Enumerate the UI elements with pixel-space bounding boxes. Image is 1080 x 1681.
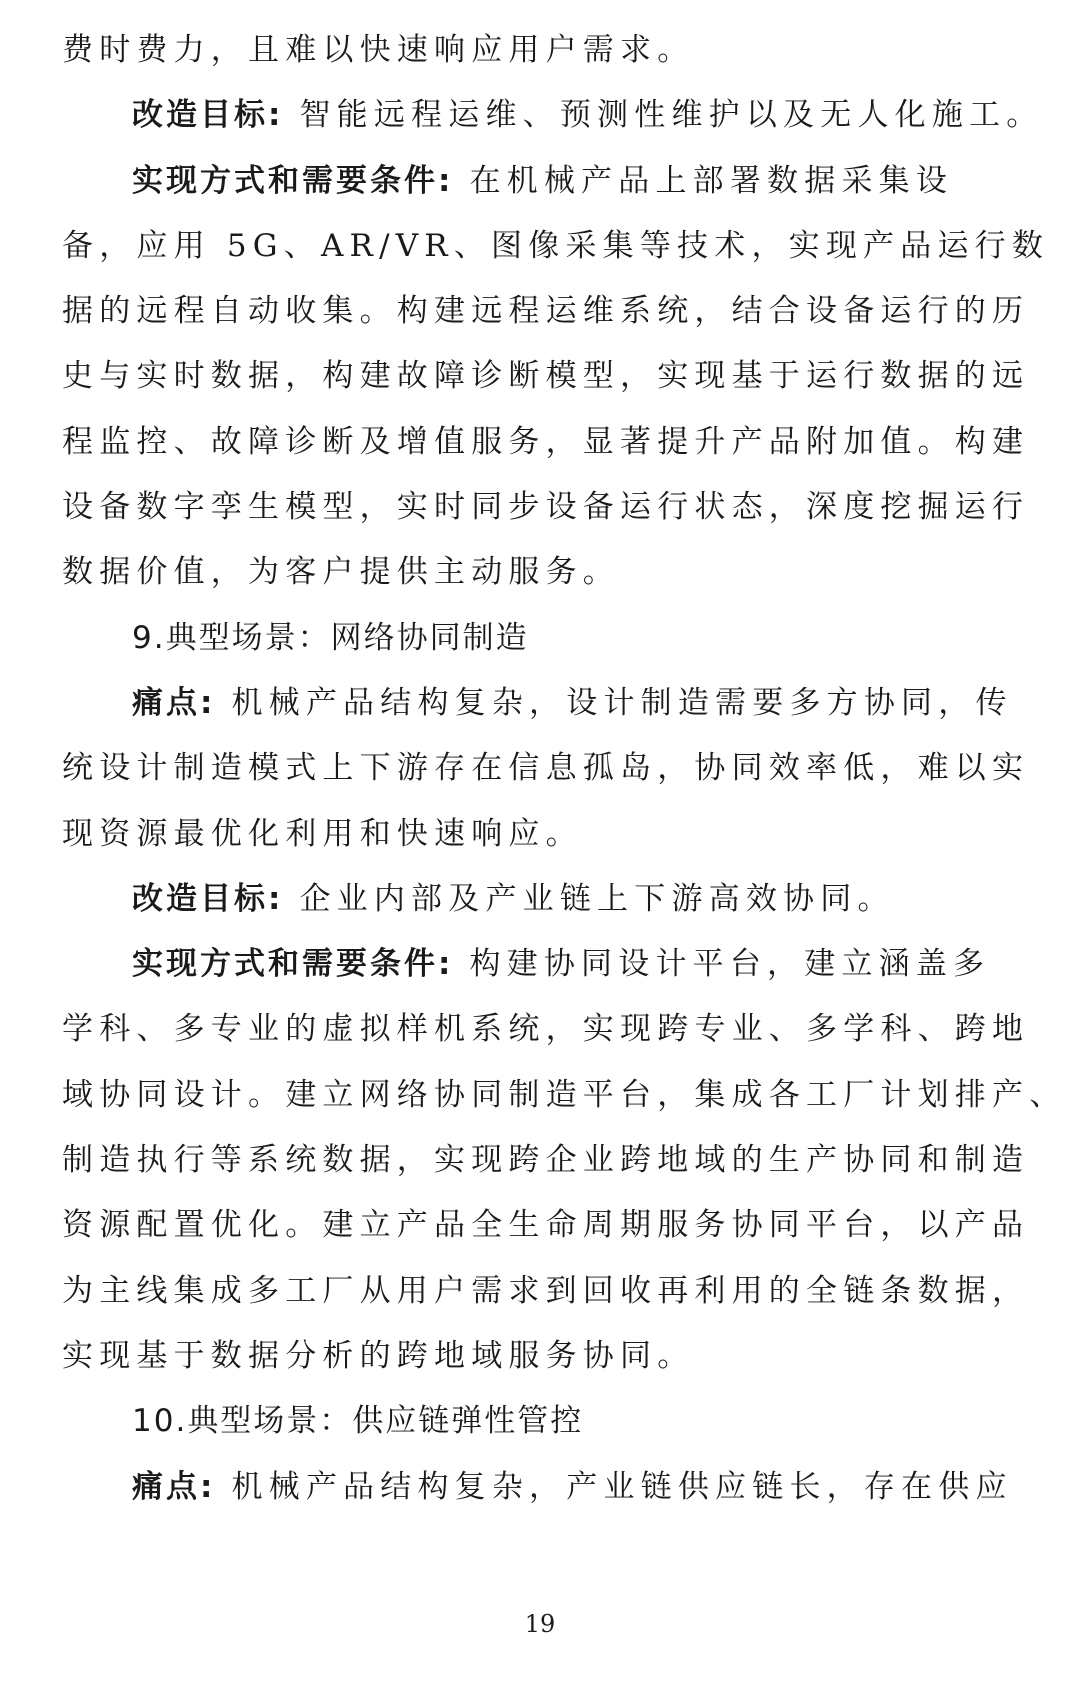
label: 实现方式和需要条件: — [132, 946, 454, 983]
document-page — [62, 18, 1067, 1520]
text: 构建协同设计平台，建立涵盖多 — [453, 946, 991, 983]
text-line: 据的远程自动收集。构建远程运维系统，结合设备运行的历 — [62, 293, 1030, 330]
heading-number: 10. — [132, 1403, 188, 1440]
text: 机械产品结构复杂，产业链供应链长，存在供应 — [215, 1468, 1013, 1505]
text-line: 为主线集成多工厂从用户需求到回收再利用的全链条数据， — [62, 1272, 1030, 1309]
text-line: 数据价值，为客户提供主动服务。 — [62, 554, 620, 591]
heading-number: 9. — [132, 619, 166, 656]
text-line: 备，应用 5G、AR/VR、图像采集等技术，实现产品运行数 — [62, 227, 1050, 264]
text: 企业内部及产业链上下游高效协同。 — [283, 880, 895, 917]
text-line: 制造执行等系统数据，实现跨企业跨地域的生产协同和制造 — [62, 1142, 1030, 1179]
text-line: 费时费力，且难以快速响应用户需求。 — [62, 32, 695, 68]
text-line: 设备数字孪生模型，实时同步设备运行状态，深度挖掘运行 — [62, 489, 1030, 526]
text-line: 统设计制造模式上下游存在信息孤岛，协同效率低，难以实 — [62, 750, 1030, 787]
label: 改造目标: — [132, 97, 284, 134]
text-line: 域协同设计。建立网络协同制造平台，集成各工厂计划排产、 — [62, 1076, 1067, 1113]
heading-title: 典型场景：供应链弹性管控 — [187, 1403, 584, 1440]
text-line: 现资源最优化利用和快速响应。 — [62, 815, 583, 852]
paragraph-method — [62, 932, 1022, 997]
paragraph-method — [62, 149, 1022, 214]
text-line: 程监控、故障诊断及增值服务，显著提升产品附加值。构建 — [62, 423, 1030, 460]
text-line: 资源配置优化。建立产品全生命周期服务协同平台，以产品 — [62, 1207, 1030, 1244]
text-line: 实现基于数据分析的跨地域服务协同。 — [62, 1337, 695, 1374]
label: 改造目标: — [132, 880, 284, 917]
paragraph-pain-point — [62, 671, 1022, 736]
page-number: 19 — [524, 1610, 556, 1638]
heading-title: 典型场景：网络协同制造 — [165, 619, 529, 656]
text-line: 学科、多专业的虚拟样机系统，实现跨专业、多学科、跨地 — [62, 1011, 1030, 1048]
label: 痛点: — [132, 1468, 216, 1505]
paragraph-pain-point — [62, 1455, 1022, 1520]
section-heading-10 — [62, 1389, 1022, 1454]
label: 实现方式和需要条件: — [132, 162, 454, 199]
paragraph-goal — [62, 867, 1022, 932]
text: 机械产品结构复杂，设计制造需要多方协同，传 — [215, 684, 1013, 721]
label: 痛点: — [132, 684, 216, 721]
text-line: 史与实时数据，构建故障诊断模型，实现基于运行数据的远 — [62, 358, 1030, 395]
text: 在机械产品上部署数据采集设 — [453, 162, 954, 199]
paragraph-goal — [62, 83, 1044, 148]
text: 智能远程运维、预测性维护以及无人化施工。 — [283, 97, 1044, 134]
section-heading-9 — [62, 606, 1022, 671]
